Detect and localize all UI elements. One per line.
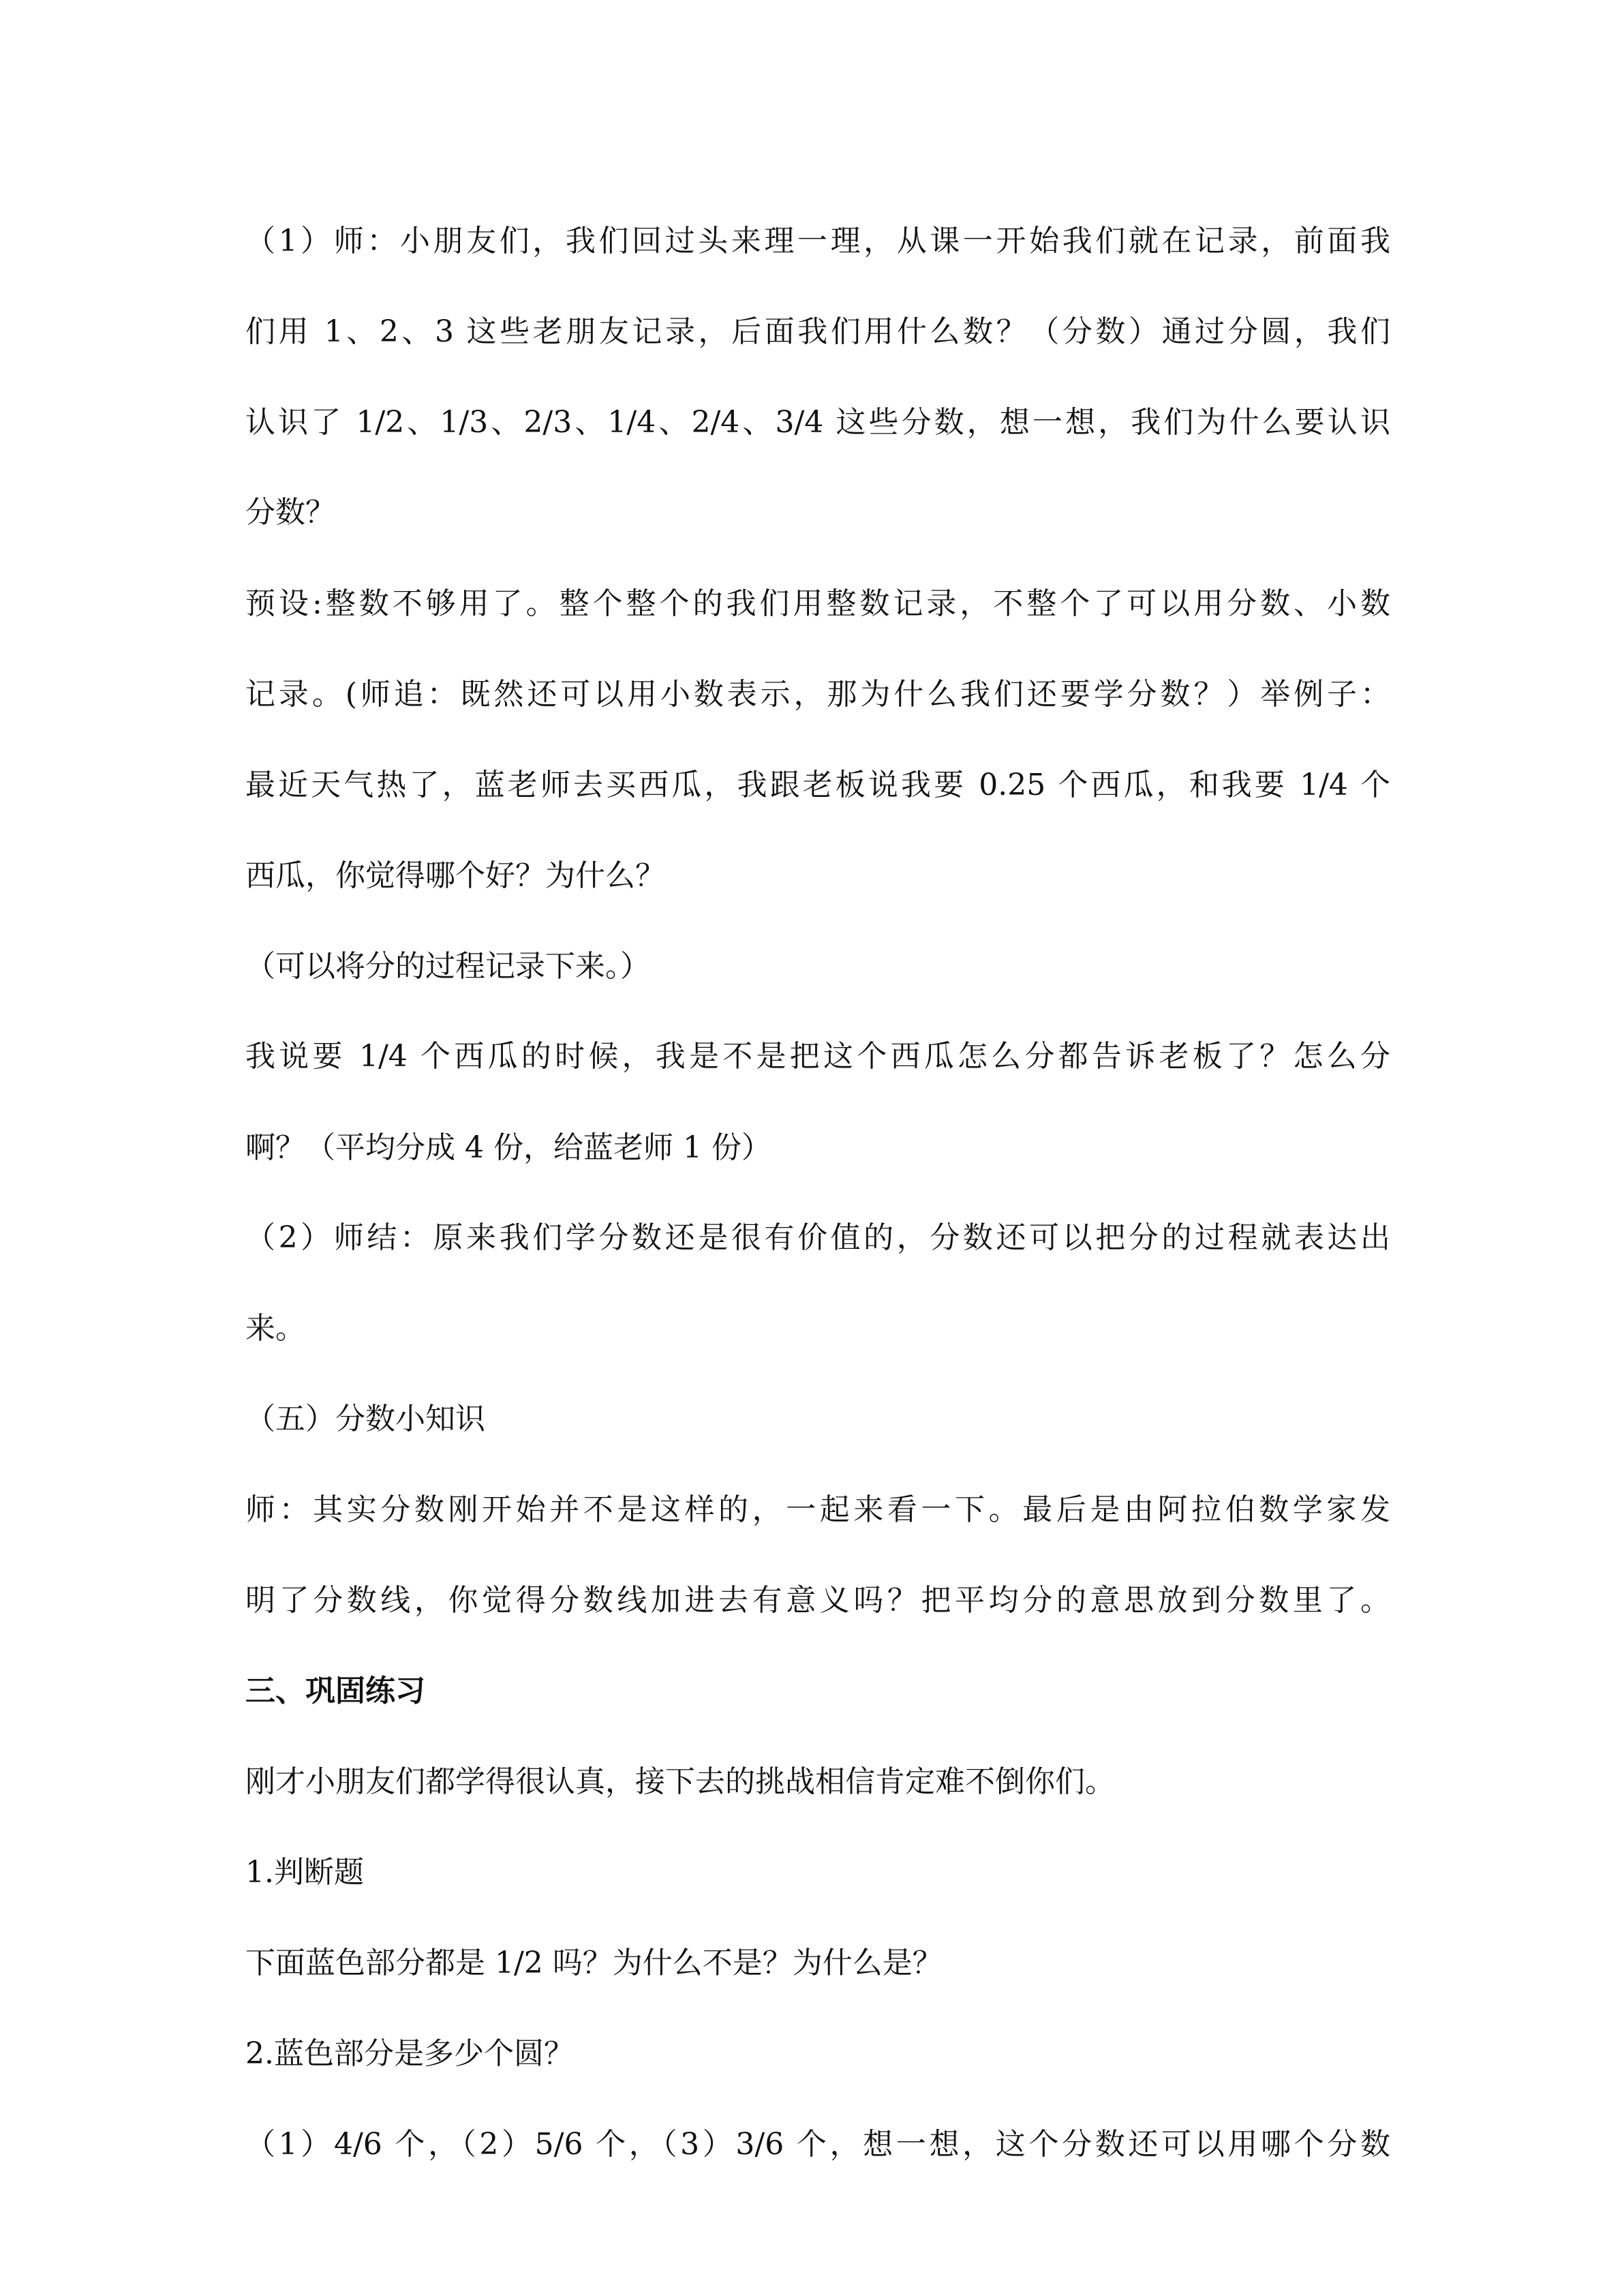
section-heading: 三、巩固练习 — [245, 1674, 425, 1708]
paragraph-line: （1）4/6 个，（2）5/6 个，（3）3/6 个，想一想，这个分数还可以用哪个分数 — [245, 2127, 1390, 2162]
paragraph-line: 下面蓝色部分都是 1/2 吗？为什么不是？为什么是？ — [245, 1946, 943, 1980]
section-title: （五）分数小知识 — [245, 1402, 485, 1436]
paragraph-line: 西瓜，你觉得哪个好？为什么？ — [245, 858, 665, 893]
paragraph-line: （可以将分的过程记录下来。） — [245, 949, 650, 984]
paragraph-line: 刚才小朋友们都学得很认真，接下去的挑战相信肯定难不倒你们。 — [245, 1764, 1115, 1799]
paragraph-line: 来。 — [245, 1311, 305, 1346]
paragraph-line: 啊？（平均分成 4 份，给蓝老师 1 份） — [245, 1130, 771, 1165]
paragraph-line: 们用 1、2、3 这些老朋友记录，后面我们用什么数？（分数）通过分圆，我们 — [245, 314, 1390, 349]
paragraph-line: 最近天气热了，蓝老师去买西瓜，我跟老板说我要 0.25 个西瓜，和我要 1/4 个 — [245, 768, 1390, 802]
paragraph-line: 认识了 1/2、1/3、2/3、1/4、2/4、3/4 这些分数，想一想，我们为什么要认识 — [245, 405, 1390, 440]
paragraph-line: 分数？ — [245, 495, 335, 530]
paragraph-line: （2）师结：原来我们学分数还是很有价值的，分数还可以把分的过程就表达出 — [245, 1220, 1390, 1255]
paragraph-line: 我说要 1/4 个西瓜的时候，我是不是把这个西瓜怎么分都告诉老板了？怎么分 — [245, 1039, 1390, 1074]
paragraph-line: 预设:整数不够用了。整个整个的我们用整数记录，不整个了可以用分数、小数 — [245, 586, 1390, 621]
paragraph-line: （1）师：小朋友们，我们回过头来理一理，从课一开始我们就在记录，前面我 — [245, 224, 1390, 258]
exercise-title: 2.蓝色部分是多少个圆？ — [245, 2036, 574, 2071]
paragraph-line: 记录。(师追：既然还可以用小数表示，那为什么我们还要学分数？）举例子： — [245, 677, 1390, 712]
paragraph-line: 师：其实分数刚开始并不是这样的，一起来看一下。最后是由阿拉伯数学家发 — [245, 1492, 1390, 1527]
exercise-title: 1.判断题 — [245, 1855, 364, 1890]
paragraph-line: 明了分数线，你觉得分数线加进去有意义吗？把平均分的意思放到分数里了。 — [245, 1583, 1390, 1618]
